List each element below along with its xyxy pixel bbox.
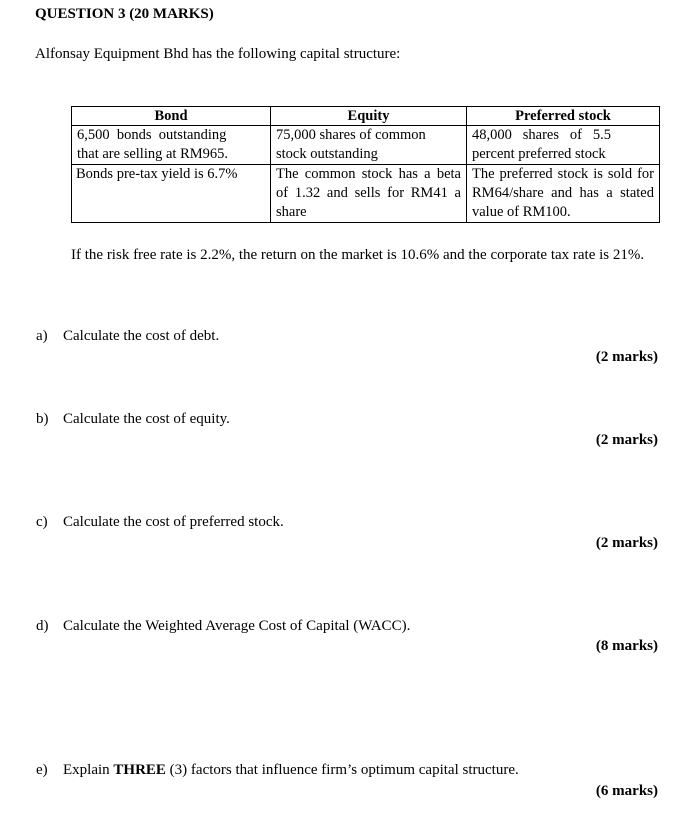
question-c	[36, 514, 284, 531]
question-b-label: b)	[36, 411, 49, 427]
question-a	[36, 328, 219, 345]
question-b	[36, 411, 230, 428]
table-row	[72, 126, 660, 223]
preferred-line-2: percent preferred stock	[467, 145, 659, 165]
question-c-marks: (2 marks)	[595, 535, 658, 551]
question-b-marks: (2 marks)	[595, 432, 658, 448]
question-a-label: a)	[36, 328, 48, 344]
bond-line-2: that are selling at RM965.	[72, 145, 270, 165]
intro-text: Alfonsay Equipment Bhd has the following capital structure:	[35, 46, 401, 62]
question-d-text: Calculate the Weighted Average Cost of Capital (WACC).	[63, 618, 411, 634]
question-e	[36, 762, 519, 779]
question-e-label: e)	[36, 762, 48, 778]
header-equity: Equity	[271, 107, 467, 126]
question-a-marks: (2 marks)	[595, 349, 658, 365]
question-e-marks: (6 marks)	[595, 783, 658, 799]
equity-line-3: The common stock has a beta of 1.32 and sells for RM41 a share	[276, 166, 461, 220]
preferred-line-3: The preferred stock is sold for RM64/share and has a stated value of RM100.	[472, 166, 654, 220]
question-b-text: Calculate the cost of equity.	[63, 411, 230, 427]
question-title: QUESTION 3 (20 MARKS)	[35, 6, 214, 22]
header-preferred-stock: Preferred stock	[467, 107, 660, 126]
question-c-text: Calculate the cost of preferred stock.	[63, 514, 284, 530]
bond-line-3: Bonds pre-tax yield is 6.7%	[76, 166, 238, 182]
equity-line-2: stock outstanding	[271, 145, 466, 165]
equity-line-1: 75,000 shares of common	[276, 127, 426, 143]
table-header-row	[72, 107, 660, 126]
capital-structure-table	[71, 106, 660, 223]
market-info-paragraph: If the risk free rate is 2.2%, the return on the market is 10.6% and the corporate tax rate is 21%.	[71, 247, 645, 263]
header-bond: Bond	[72, 107, 271, 126]
question-d	[36, 618, 410, 635]
question-e-text-pre: Explain	[63, 762, 114, 778]
question-e-text-bold: THREE	[113, 762, 166, 778]
preferred-cell	[467, 126, 660, 223]
question-d-marks: (8 marks)	[595, 638, 658, 654]
question-a-text: Calculate the cost of debt.	[63, 328, 220, 344]
preferred-line-1: 48,000 shares of 5.5	[472, 127, 611, 143]
equity-cell	[271, 126, 467, 223]
question-e-text-post: (3) factors that influence firm’s optimum capital structure.	[165, 762, 519, 778]
bond-cell	[72, 126, 271, 223]
question-d-label: d)	[36, 618, 49, 634]
question-c-label: c)	[36, 514, 48, 530]
bond-line-1: 6,500 bonds outstanding	[77, 127, 227, 143]
